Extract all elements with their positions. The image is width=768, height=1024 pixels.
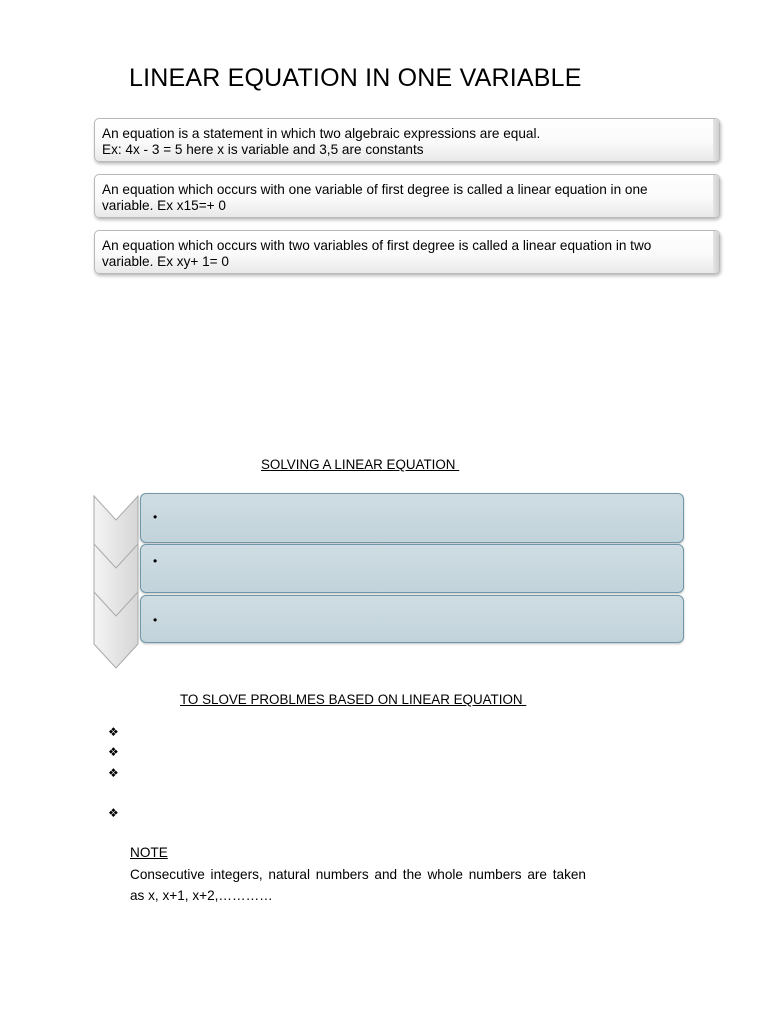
step-bullet: • [153, 510, 158, 524]
definition-line: variable. Ex xy+ 1= 0 [102, 254, 229, 269]
definition-box-one-variable [94, 174, 720, 218]
box-edge [713, 231, 719, 273]
definition-line: An equation is a statement in which two algebraic expressions are equal. [102, 126, 541, 141]
note-heading: NOTE [130, 845, 168, 860]
definition-line: variable. Ex x15=+ 0 [102, 198, 226, 213]
definition-line: An equation which occurs with two variables of first degree is called a linear equation in two [102, 238, 652, 253]
note-text: Consecutive integers, natural numbers and the whole numbers are taken as x, x+1, x+2,………… [130, 867, 586, 903]
diamond-bullet-icon: ❖ [108, 766, 119, 780]
box-edge [713, 175, 719, 217]
definition-line: Ex: 4x - 3 = 5 here x is variable and 3,5 are constants [102, 142, 424, 157]
solving-step-3 [140, 595, 684, 643]
box-edge [713, 119, 719, 161]
problems-heading: TO SLOVE PROBLMES BASED ON LINEAR EQUATION [180, 692, 527, 707]
chevron-arrows-icon [92, 494, 144, 670]
solving-heading: SOLVING A LINEAR EQUATION [261, 457, 460, 472]
definition-line: An equation which occurs with one variable of first degree is called a linear equation in one [102, 182, 648, 197]
step-bullet: • [153, 613, 158, 627]
definition-box-two-variables [94, 230, 720, 274]
solving-step-1 [140, 493, 684, 543]
step-bullet: • [153, 554, 158, 568]
solving-step-2 [140, 544, 684, 593]
page-title: LINEAR EQUATION IN ONE VARIABLE [129, 64, 582, 92]
diamond-bullet-icon: ❖ [108, 745, 119, 759]
diamond-bullet-icon: ❖ [108, 725, 119, 739]
diamond-bullet-icon: ❖ [108, 806, 119, 820]
definition-box-equation [94, 118, 720, 162]
